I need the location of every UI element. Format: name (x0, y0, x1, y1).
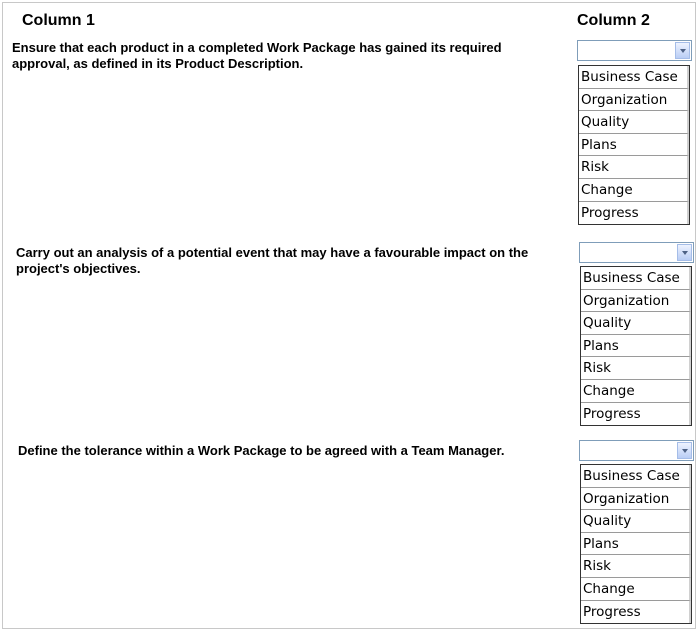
option-progress[interactable]: Progress (581, 403, 691, 426)
option-quality[interactable]: Quality (581, 312, 691, 335)
question-2-dropdown[interactable] (579, 242, 694, 263)
option-plans[interactable]: Plans (581, 335, 691, 358)
option-organization[interactable]: Organization (581, 290, 691, 313)
question-1-text: Ensure that each product in a completed Work Package has gained its required approval, as defined in its Product Description. (12, 40, 502, 71)
question-1-dropdown[interactable] (577, 40, 692, 61)
question-1-options-list (578, 65, 690, 225)
option-progress[interactable]: Progress (579, 202, 689, 225)
option-business-case[interactable]: Business Case (581, 465, 691, 488)
question-2-options-list (580, 266, 692, 426)
chevron-down-icon[interactable] (677, 244, 692, 261)
column-1-header: Column 1 (22, 12, 95, 29)
option-risk[interactable]: Risk (579, 156, 689, 179)
option-organization[interactable]: Organization (579, 89, 689, 112)
option-quality[interactable]: Quality (579, 111, 689, 134)
option-plans[interactable]: Plans (581, 533, 691, 556)
option-change[interactable]: Change (579, 179, 689, 202)
chevron-down-icon[interactable] (677, 442, 692, 459)
question-3-text: Define the tolerance within a Work Package to be agreed with a Team Manager. (18, 443, 505, 458)
option-risk[interactable]: Risk (581, 357, 691, 380)
option-business-case[interactable]: Business Case (579, 66, 689, 89)
chevron-down-icon[interactable] (675, 42, 690, 59)
option-risk[interactable]: Risk (581, 555, 691, 578)
option-business-case[interactable]: Business Case (581, 267, 691, 290)
option-organization[interactable]: Organization (581, 488, 691, 511)
option-change[interactable]: Change (581, 380, 691, 403)
question-2-text: Carry out an analysis of a potential event that may have a favourable impact on the project's objectives. (16, 245, 529, 276)
option-progress[interactable]: Progress (581, 601, 691, 624)
question-3-options-list (580, 464, 692, 624)
option-change[interactable]: Change (581, 578, 691, 601)
option-quality[interactable]: Quality (581, 510, 691, 533)
option-plans[interactable]: Plans (579, 134, 689, 157)
column-2-header: Column 2 (577, 12, 650, 29)
question-3-dropdown[interactable] (579, 440, 694, 461)
